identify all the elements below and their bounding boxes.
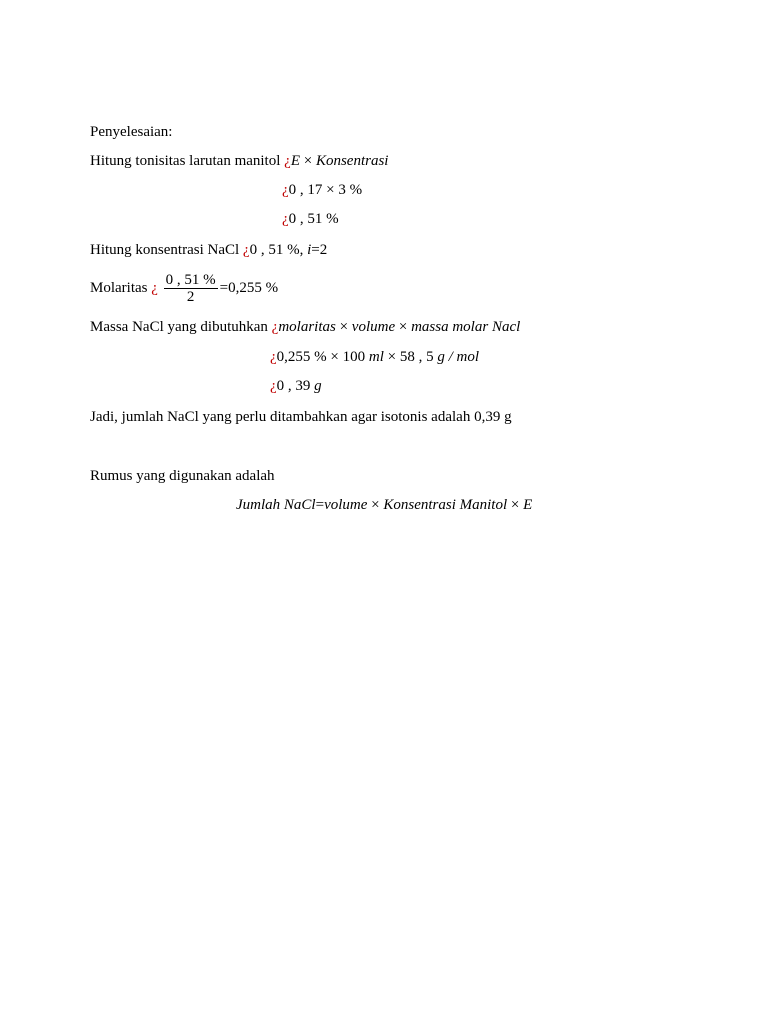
rumus-konsentrasi: Konsentrasi Manitol [383, 497, 508, 513]
fraction-denominator: 2 [186, 289, 195, 306]
molaritas-result: =0,255 % [219, 280, 279, 296]
rumus-lhs: Jumlah NaCl [236, 497, 316, 513]
times-symbol: × [371, 497, 380, 513]
tonisitas-step-1 [282, 181, 362, 199]
massa-step-1-b: × 58 , 5 [387, 349, 434, 365]
massa-step-1-ml: ml [368, 349, 384, 365]
massa-step-1-a: 0,255 % × 100 [276, 349, 366, 365]
vanthoff-i: i [307, 242, 312, 258]
massa-massa-molar: massa molar Nacl [411, 319, 521, 335]
molaritas-line [90, 270, 278, 306]
error-mark: ¿ [242, 242, 250, 258]
vanthoff-i-value: =2 [311, 242, 328, 258]
fraction-numerator: 0 , 51 % [165, 272, 216, 289]
error-mark: ¿ [282, 182, 289, 198]
massa-line [90, 318, 520, 336]
massa-step-2 [270, 377, 322, 395]
massa-step-2-g: g [314, 378, 322, 394]
error-mark: ¿ [151, 280, 158, 296]
error-mark: ¿ [271, 319, 279, 335]
massa-molaritas: molaritas [278, 319, 336, 335]
tonisitas-step-1-expr: 0 , 17 × 3 % [288, 182, 363, 198]
rumus-E: E [523, 497, 533, 513]
heading: Penyelesaian: [90, 124, 173, 140]
nacl-konsentrasi-line [90, 241, 327, 259]
molaritas-label: Molaritas [90, 280, 148, 296]
rumus-volume: volume [324, 497, 368, 513]
nacl-konsentrasi-label: Hitung konsentrasi NaCl [90, 242, 240, 258]
times-symbol: × [398, 319, 408, 335]
rumus-eq: = [315, 497, 325, 513]
tonisitas-step-2 [282, 210, 339, 228]
times-symbol: × [303, 153, 313, 169]
rumus-label: Rumus yang digunakan adalah [90, 468, 275, 484]
massa-volume: volume [351, 319, 396, 335]
error-mark: ¿ [282, 211, 289, 227]
tonisitas-E: E [290, 153, 300, 169]
molaritas-fraction [164, 272, 218, 305]
error-mark: ¿ [284, 153, 291, 169]
tonisitas-step-2-expr: 0 , 51 % [288, 211, 339, 227]
tonisitas-konsentrasi: Konsentrasi [315, 153, 389, 169]
conclusion: Jadi, jumlah NaCl yang perlu ditambahkan agar isotonis adalah 0,39 g [90, 409, 512, 425]
massa-step-2-a: 0 , 39 [276, 378, 311, 394]
error-mark: ¿ [270, 349, 277, 365]
rumus-formula [236, 496, 532, 514]
massa-label: Massa NaCl yang dibutuhkan [90, 319, 268, 335]
massa-step-1-unit: g / mol [437, 349, 480, 365]
times-symbol: × [510, 497, 520, 513]
error-mark: ¿ [270, 378, 277, 394]
times-symbol: × [339, 319, 349, 335]
tonisitas-line [90, 152, 388, 170]
massa-step-1 [270, 348, 479, 366]
nacl-konsentrasi-value: 0 , 51 %, [249, 242, 304, 258]
tonisitas-label: Hitung tonisitas larutan manitol [90, 153, 281, 169]
